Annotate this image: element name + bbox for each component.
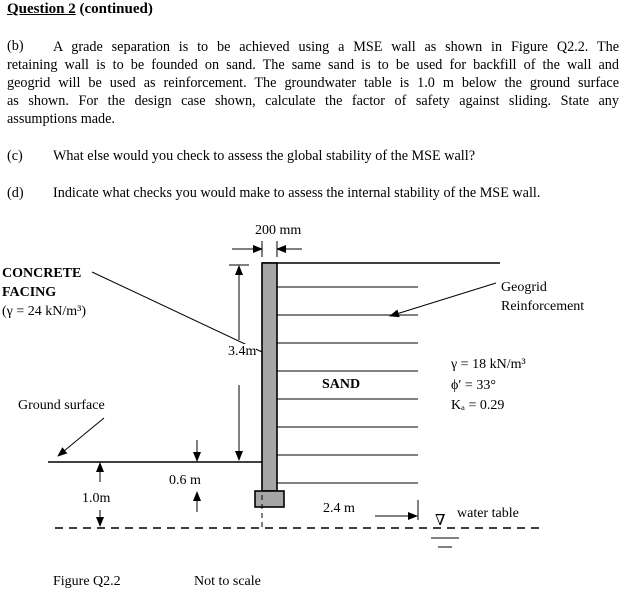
question-number: Question 2 [7, 1, 76, 17]
ground-surface-leader [58, 418, 104, 456]
part-b-label: (b) [7, 38, 24, 54]
ground-surface-label: Ground surface [18, 398, 105, 413]
part-b-line-1: A grade separation is to be achieved using a MSE wall as shown in Figure Q2.2. The [53, 39, 619, 55]
embedment-label: 0.6 m [169, 473, 201, 488]
concrete-facing [262, 263, 277, 491]
part-b-line-3: geogrid will be used as reinforcement. The groundwater table is 1.0 m below the ground surface [7, 75, 619, 91]
wall-footing [255, 491, 284, 507]
concrete-unit-weight: (γ = 24 kN/m³) [2, 304, 86, 319]
concrete-facing-leader [92, 272, 262, 352]
part-d-text: Indicate what checks you would make to assess the internal stability of the MSE wall. [53, 185, 541, 201]
geogrid-label-2: Reinforcement [501, 299, 585, 314]
part-b-line-4: as shown. For the design case shown, calculate the factor of safety against sliding. State any [7, 93, 619, 109]
water-depth-label: 1.0m [82, 491, 111, 506]
question-suffix: (continued) [79, 1, 153, 17]
unit-weight-label: γ = 18 kN/m³ [451, 357, 526, 372]
concrete-facing-label-2: FACING [2, 285, 57, 300]
friction-angle-label: ϕ′ = 33° [451, 378, 496, 393]
sand-label: SAND [322, 377, 361, 392]
figure-caption: Figure Q2.2 [53, 574, 121, 589]
scale-note: Not to scale [194, 574, 261, 589]
geogrid-leader [390, 283, 496, 316]
part-b-line-5: assumptions made. [7, 111, 115, 127]
part-d-label: (d) [7, 185, 24, 201]
water-table-label: water table [457, 506, 519, 521]
facing-width-label: 200 mm [255, 223, 302, 238]
geogrid-label: Geogrid [501, 280, 547, 295]
part-b-line-2: retaining wall is to be founded on sand. The same sand is to be used for backfill of the wall and [7, 57, 619, 73]
ka-label: Kₐ = 0.29 [451, 398, 505, 413]
part-c-label: (c) [7, 148, 23, 164]
concrete-facing-label: CONCRETE [2, 266, 82, 281]
reinforcement-length-label: 2.4 m [323, 501, 355, 516]
wall-height-label: 3.4m [228, 344, 257, 359]
water-table-icon: ∇ [435, 513, 446, 529]
part-c-text: What else would you check to assess the global stability of the MSE wall? [53, 148, 475, 164]
